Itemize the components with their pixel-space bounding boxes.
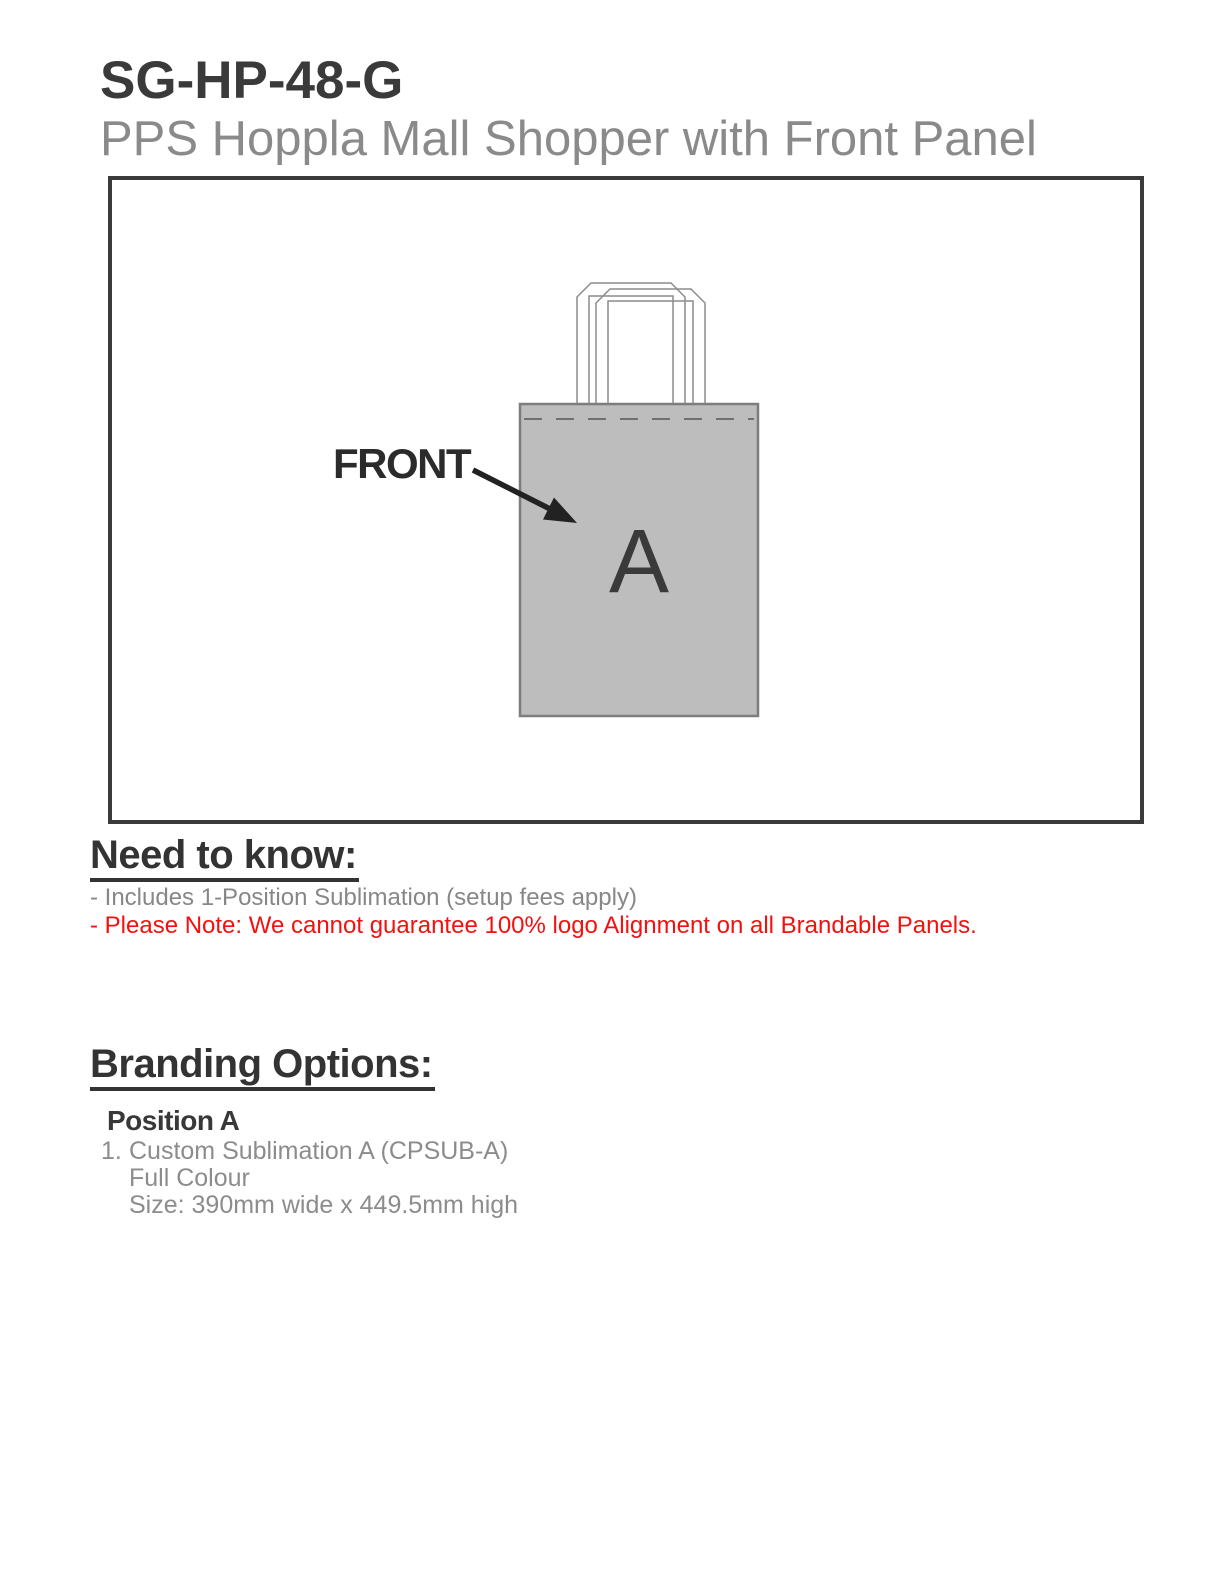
branding-option-1-details	[129, 1138, 518, 1219]
branding-option-1-size: Size: 390mm wide x 449.5mm high	[129, 1191, 519, 1219]
branding-option-1-name: Custom Sublimation A (CPSUB-A)	[129, 1137, 509, 1165]
product-diagram-frame	[108, 176, 1144, 824]
position-a-marker: A	[608, 512, 670, 612]
note-sublimation-included: - Includes 1-Position Sublimation (setup fees apply)	[90, 884, 637, 911]
branding-option-1-number: 1.	[101, 1137, 122, 1165]
product-code-title: SG-HP-48-G	[100, 51, 404, 110]
branding-option-1	[101, 1138, 518, 1219]
branding-options-heading: Branding Options:	[90, 1042, 435, 1091]
need-to-know-heading: Need to know:	[90, 833, 359, 882]
bag-handle-front	[596, 289, 705, 404]
position-a-heading: Position A	[107, 1105, 240, 1136]
bag-diagram	[112, 180, 1140, 820]
front-callout-label: FRONT	[333, 440, 471, 487]
note-alignment-warning: - Please Note: We cannot guarantee 100% logo Alignment on all Brandable Panels.	[90, 912, 977, 939]
product-name-subtitle: PPS Hoppla Mall Shopper with Front Panel	[100, 112, 1037, 166]
branding-option-1-colour: Full Colour	[129, 1164, 250, 1192]
